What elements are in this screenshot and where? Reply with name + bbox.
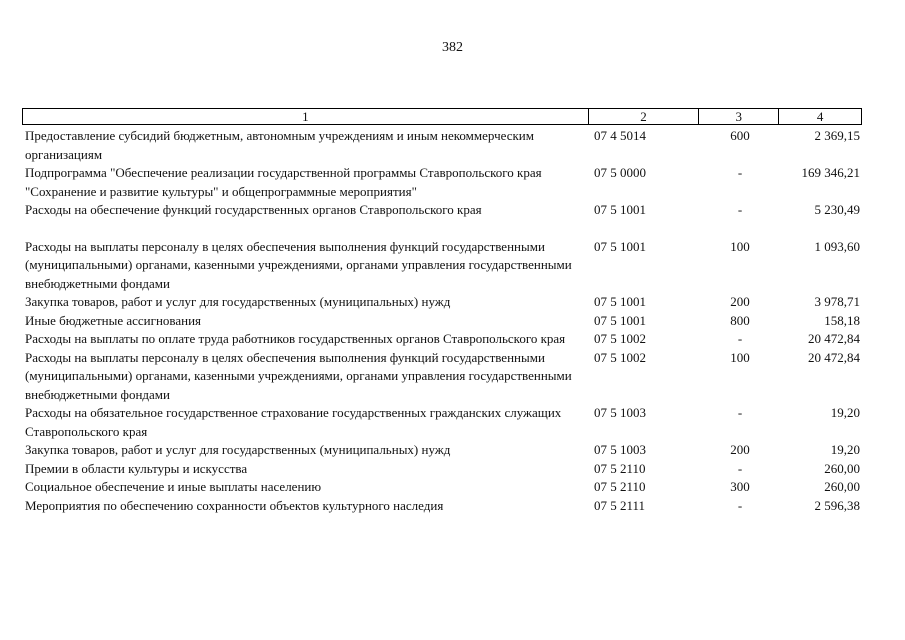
row-amount: 158,18 (824, 312, 860, 328)
row-code: 07 5 2111 (594, 497, 646, 513)
table-header (22, 108, 862, 125)
table-row (22, 349, 862, 405)
row-amount: 260,00 (824, 460, 860, 476)
header-col-1: 1 (23, 109, 589, 124)
row-type: - (737, 202, 743, 217)
row-name: Расходы на обязательное государственное страхование государственных гражданских служащих Ставропольского края (25, 405, 562, 439)
page-number: 382 (442, 40, 463, 55)
row-code: 07 5 2110 (594, 479, 646, 494)
row-code: 07 5 1001 (594, 312, 646, 328)
row-name: Расходы на выплаты персоналу в целях обеспечения выполнения функций государственными (муниципальными) органами, казенными учреждениями, органами управления государственными внебюджетными фондами (25, 349, 572, 402)
row-type: - (737, 460, 743, 476)
row-name: Предоставление субсидий бюджетным, автономным учреждениям и иным некоммерческим организациям (25, 128, 534, 162)
row-amount: 19,20 (830, 442, 860, 457)
table-row (22, 404, 862, 441)
table-row (22, 201, 862, 220)
row-code: 07 5 1001 (594, 238, 646, 254)
row-code: 07 5 2110 (594, 460, 646, 476)
row-type: - (737, 497, 743, 513)
row-type: - (737, 331, 743, 346)
row-type: 200 (730, 442, 750, 457)
row-amount: 20 472,84 (808, 349, 860, 365)
row-amount: 1 093,60 (814, 238, 860, 254)
row-code: 07 5 1002 (594, 331, 646, 346)
row-type: 200 (730, 294, 750, 309)
row-name: Расходы на обеспечение функций государственных органов Ставропольского края (25, 202, 482, 217)
header-col-4: 4 (816, 109, 824, 124)
row-type: - (737, 165, 743, 180)
table-row (22, 127, 862, 164)
row-amount: 2 369,15 (814, 128, 860, 143)
table-row (22, 478, 862, 497)
table-row (22, 312, 862, 331)
row-type: 600 (730, 128, 750, 143)
row-spacer (22, 220, 862, 238)
row-amount: 2 596,38 (814, 497, 860, 513)
row-name: Расходы на выплаты по оплате труда работников государственных органов Ставропольского края (25, 331, 566, 346)
table-row (22, 460, 862, 479)
row-amount: 3 978,71 (814, 294, 860, 309)
row-code: 07 5 1001 (594, 202, 646, 217)
row-code: 07 5 1002 (594, 349, 646, 365)
row-amount: 260,00 (824, 479, 860, 494)
row-name: Иные бюджетные ассигнования (25, 312, 202, 328)
row-code: 07 5 1001 (594, 294, 646, 309)
row-name: Социальное обеспечение и иные выплаты населению (25, 479, 322, 494)
row-code: 07 5 0000 (594, 165, 646, 180)
row-code: 07 5 1003 (594, 442, 646, 457)
row-name: Мероприятия по обеспечению сохранности объектов культурного наследия (25, 497, 444, 513)
row-type: 100 (730, 349, 750, 365)
table-row (22, 497, 862, 516)
row-type: 800 (730, 312, 750, 328)
row-amount: 19,20 (830, 405, 860, 420)
row-amount: 169 346,21 (801, 165, 860, 180)
table-row (22, 238, 862, 294)
row-type: - (737, 405, 743, 420)
row-name: Подпрограмма "Обеспечение реализации государственной программы Ставропольского края "Сохранение и развитие культуры" и общепрограммные мероприятия" (25, 165, 542, 199)
row-name: Расходы на выплаты персоналу в целях обеспечения выполнения функций государственными (муниципальными) органами, казенными учреждениями, органами управления государственными внебюджетными фондами (25, 238, 572, 291)
row-type: 300 (730, 479, 750, 494)
row-amount: 5 230,49 (814, 202, 860, 217)
row-code: 07 5 1003 (594, 405, 646, 420)
row-code: 07 4 5014 (594, 128, 646, 143)
header-col-2: 2 (589, 109, 700, 124)
row-type: 100 (730, 238, 750, 254)
row-name: Закупка товаров, работ и услуг для государственных (муниципальных) нужд (25, 442, 451, 457)
row-name: Закупка товаров, работ и услуг для государственных (муниципальных) нужд (25, 294, 451, 309)
table-row (22, 164, 862, 201)
table-row (22, 441, 862, 460)
table-body (22, 127, 862, 515)
header-col-3: 3 (699, 109, 779, 124)
table-row (22, 330, 862, 349)
table-row (22, 293, 862, 312)
row-amount: 20 472,84 (808, 331, 860, 346)
row-name: Премии в области культуры и искусства (25, 460, 248, 476)
